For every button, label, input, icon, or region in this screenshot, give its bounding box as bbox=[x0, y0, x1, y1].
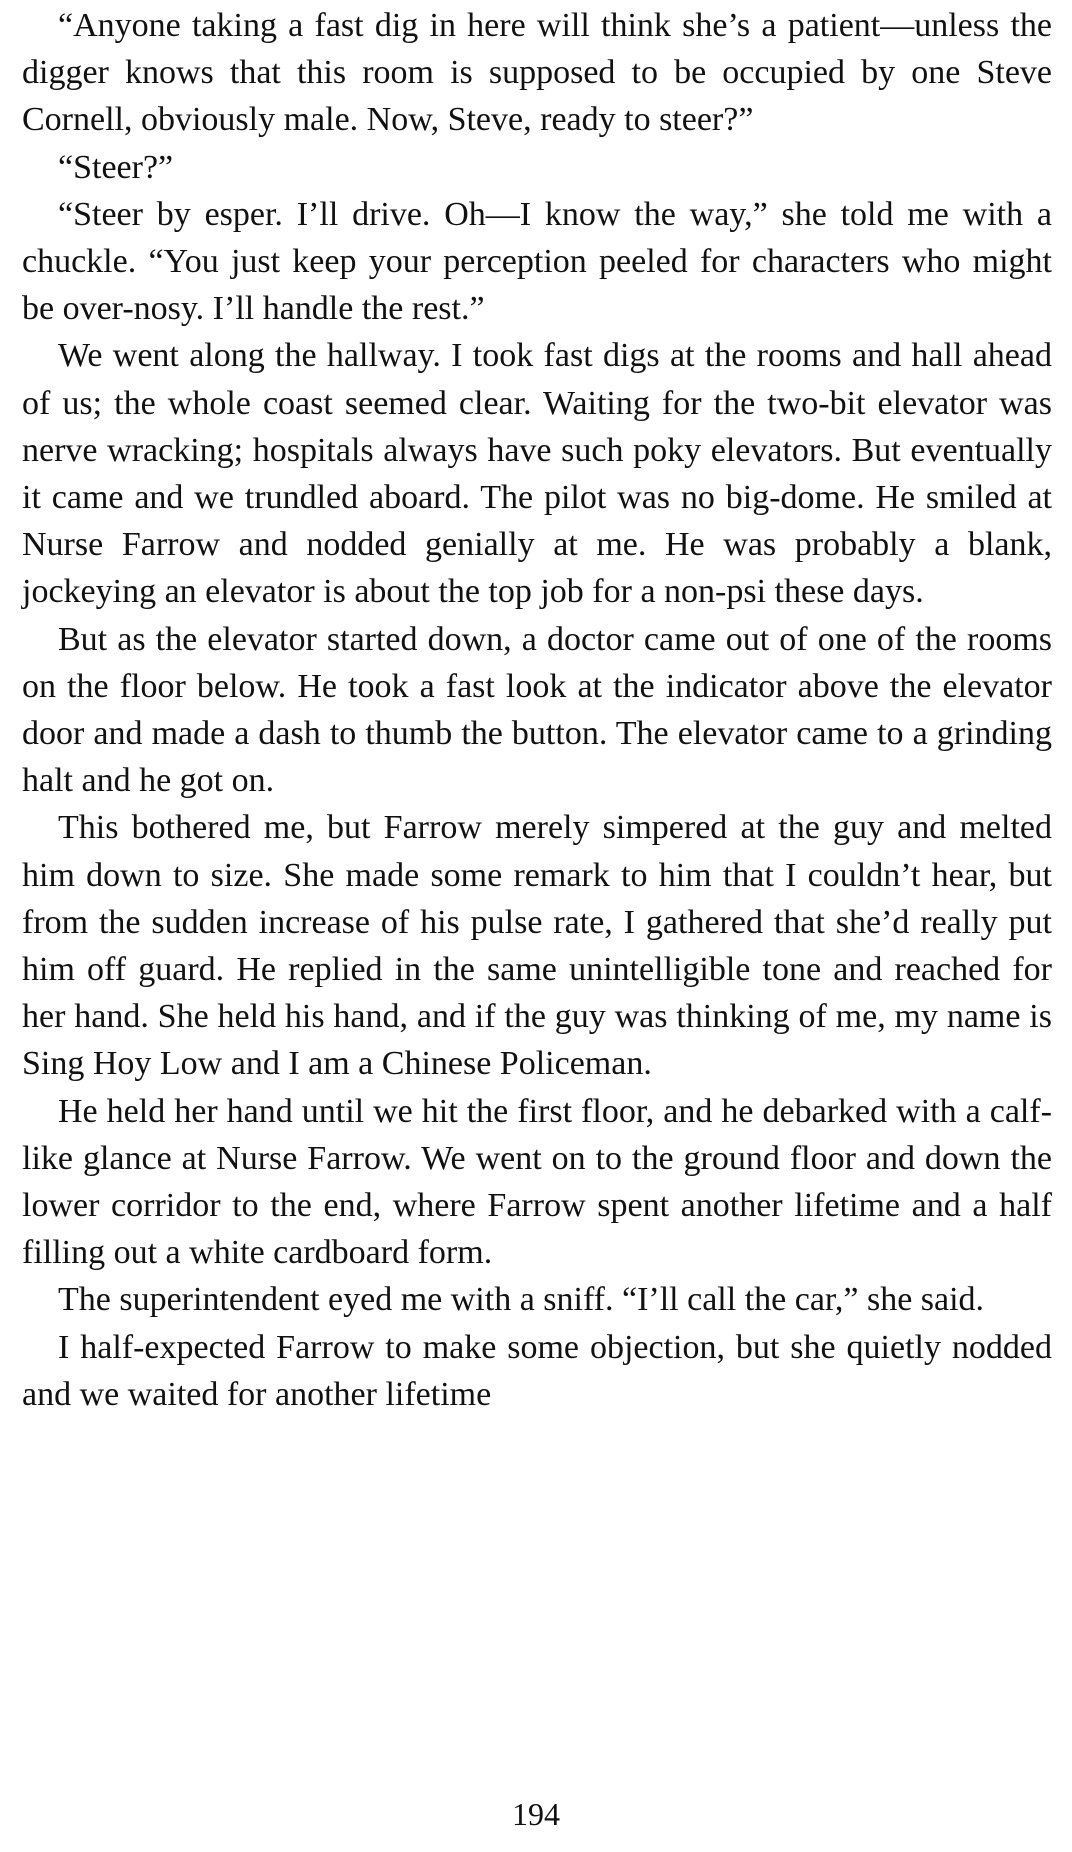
paragraph-9: I half-expected Farrow to make some objection, but she quietly nodded and we waited for another lifetime bbox=[22, 1328, 1052, 1413]
paragraph-5: But as the elevator started down, a doctor came out of one of the rooms on the floor below. He took a fast look at the indicator above the elevator door and made a dash to thumb the button. The elevator came to a grinding halt and he got on. bbox=[22, 620, 1052, 800]
paragraph-4: We went along the hallway. I took fast digs at the rooms and hall ahead of us; the whole coast seemed clear. Waiting for the two-bit elevator was nerve wracking; hospitals always have such poky elevators. But eventually it came and we trundled aboard. The pilot was no big-dome. He smiled at Nurse Farrow and nodded genially at me. He was probably a blank, jockeying an elevator is about the top job for a non-psi these days. bbox=[22, 337, 1052, 611]
paragraph-1: “Anyone taking a fast dig in here will think she’s a patient—unless the digger knows that this room is supposed to be occupied by one Steve Cornell, obviously male. Now, Steve, ready to steer?” bbox=[22, 7, 1052, 139]
book-page-text bbox=[22, 2, 1052, 1418]
paragraph-7: He held her hand until we hit the first floor, and he debarked with a calf-like glance at Nurse Farrow. We went on to the ground floor and down the lower corridor to the end, where Farrow spent another lifetime and a half filling out a white cardboard form. bbox=[22, 1092, 1052, 1272]
paragraph-3: “Steer by esper. I’ll drive. Oh—I know the way,” she told me with a chuckle. “You just keep your perception peeled for characters who might be over-nosy. I’ll handle the rest.” bbox=[22, 195, 1052, 328]
paragraph-2: “Steer?” bbox=[58, 148, 174, 186]
page-number: 194 bbox=[512, 1796, 560, 1832]
paragraph-8: The superintendent eyed me with a sniff. “I’ll call the car,” she said. bbox=[58, 1281, 985, 1319]
paragraph-6: This bothered me, but Farrow merely simpered at the guy and melted him down to size. She made some remark to him that I couldn’t hear, but from the sudden increase of his pulse rate, I gathered that she’d really put him off guard. He replied in the same unintelligible tone and reached for her hand. She held his hand, and if the guy was thinking of me, my name is Sing Hoy Low and I am a Chinese Policeman. bbox=[22, 809, 1052, 1083]
